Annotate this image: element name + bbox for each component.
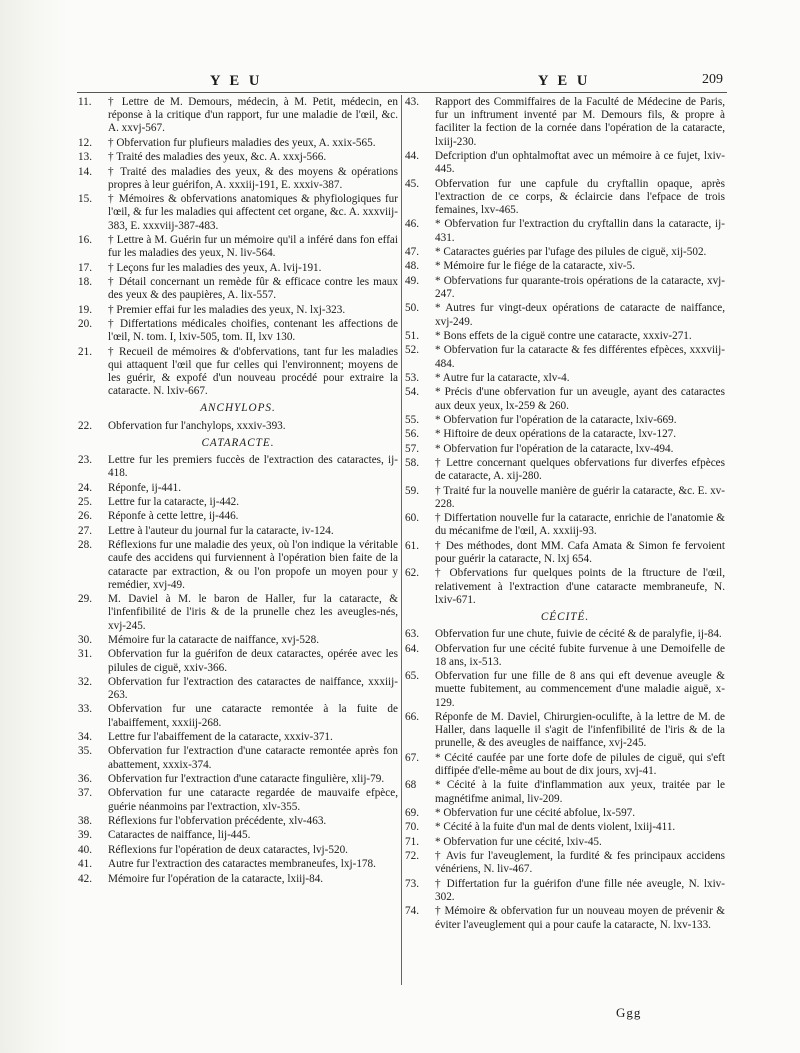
index-entry — [405, 246, 725, 259]
index-entry — [78, 829, 398, 842]
entry-text: Obfervation fur une cataracte remontée à la fuite de l'abaiffement, xxxiij-268. — [108, 703, 398, 729]
entry-text: * Autre fur la cataracte, xlv-4. — [435, 371, 570, 384]
entry-text: Obfervation fur une cataracte regardée de mauvaife efpèce, guérie néanmoins par l'extraction, xlv-355. — [108, 787, 398, 813]
entry-text: * Obfervation fur une cécité abfolue, lx-597. — [435, 807, 636, 820]
entry-number: 28. — [78, 539, 92, 552]
index-entry — [405, 457, 725, 483]
index-entry — [78, 676, 398, 702]
index-entry — [405, 628, 725, 641]
entry-text: † Differtation nouvelle fur la cataracte, enrichie de l'anatomie & du mécanifme de l'œil, A. xxxiij-93. — [435, 512, 725, 538]
entry-number: 37. — [78, 787, 92, 800]
entry-text: * Cécité caufée par une forte dofe de pilules de ciguë, qui s'eft diffipée d'elle-même au bout de dix jours, xvj-41. — [435, 751, 725, 778]
entry-number: 71. — [405, 835, 419, 848]
index-entry — [405, 670, 725, 710]
left-entries-a — [78, 96, 398, 398]
entry-number: 27. — [78, 524, 92, 537]
entry-text: Réflexions fur l'opération de deux cataractes, lvj-520. — [108, 843, 348, 856]
entry-number: 11. — [78, 96, 92, 108]
entry-number: 58. — [405, 457, 419, 470]
index-entry — [78, 873, 398, 886]
entry-number: 70. — [405, 821, 419, 834]
entry-number: 63. — [405, 628, 419, 641]
index-entry — [405, 428, 725, 441]
index-entry — [405, 344, 725, 370]
entry-text: † Avis fur l'aveuglement, la furdité & fes principaux accidens vénériens, N. liv-467. — [435, 850, 725, 876]
index-entry — [405, 485, 725, 511]
entry-number: 25. — [78, 495, 92, 508]
entry-text: Obfervation fur l'extraction d'une cataracte fingulière, xlij-79. — [108, 773, 385, 786]
entry-text: Obfervation fur une capfule du cryftallin opaque, après l'extraction de ce corps, & éclaircie dans l'efpace de trois femaines, lxv-465. — [435, 177, 725, 216]
index-entry — [78, 510, 398, 523]
entry-number: 36. — [78, 773, 92, 786]
index-entry — [78, 703, 398, 729]
entry-text: Mémoire fur la cataracte de naiffance, xvj-528. — [108, 633, 320, 646]
entry-number: 18. — [78, 275, 92, 288]
entry-text: * Cécité à la fuite d'un mal de dents violent, lxiij-411. — [435, 821, 676, 834]
entry-number: 57. — [405, 442, 419, 455]
entry-number: 17. — [78, 261, 92, 274]
entry-text: † Lettre à M. Guérin fur un mémoire qu'il a inféré dans fon effai fur les maladies des yeux, N. liv-564. — [108, 233, 398, 260]
entry-text: Réflexions fur l'obfervation précédente, xlv-463. — [108, 815, 327, 828]
index-entry — [405, 443, 725, 456]
index-entry — [405, 540, 725, 566]
entry-text: † Leçons fur les maladies des yeux, A. lvij-191. — [108, 261, 322, 274]
entry-number: 33. — [78, 703, 92, 716]
entry-text: † Mémoire & obfervation fur un nouveau moyen de prévenir & éviter l'aveuglement qui a pour caufe la cataracte, N. lxv-133. — [435, 905, 725, 931]
entry-text: Obfervation fur l'extraction d'une cataracte remontée après fon abattement, xxxix-374. — [108, 745, 398, 771]
index-entry — [405, 260, 725, 273]
index-entry — [405, 150, 725, 176]
index-entry — [78, 304, 398, 317]
left-entries-b — [78, 420, 398, 433]
entry-number: 61. — [405, 539, 419, 552]
entry-number: 59. — [405, 484, 419, 497]
index-entry — [405, 302, 725, 328]
index-entry — [405, 643, 725, 669]
index-entry — [78, 844, 398, 857]
heading-cecite: CÉCITÉ. — [540, 611, 590, 624]
index-entry — [78, 648, 398, 674]
entry-number: 12. — [78, 136, 92, 149]
entry-number: 16. — [78, 233, 92, 246]
entry-text: * Cataractes guéries par l'ufage des pilules de ciguë, xij-502. — [435, 245, 707, 258]
entry-number: 26. — [78, 510, 92, 523]
entry-text: * Obfervation fur une cécité, lxiv-45. — [435, 835, 602, 848]
header-rule — [77, 92, 727, 93]
index-entry — [405, 850, 725, 876]
entry-text: * Mémoire fur le fiége de la cataracte, xiv-5. — [435, 260, 636, 273]
entry-text: * Obfervation fur la cataracte & fes différentes efpèces, xxxviij-484. — [435, 344, 725, 370]
entry-number: 53. — [405, 371, 419, 384]
entry-number: 32. — [78, 675, 92, 688]
entry-text: † Traité fur la nouvelle manière de guérir la cataracte, &c. E. xv-228. — [435, 484, 725, 510]
entry-number: 22. — [78, 419, 92, 432]
index-entry — [405, 821, 725, 834]
left-entries-c — [78, 454, 398, 886]
index-entry — [78, 346, 398, 399]
entry-text: Obfervation fur une chute, fuivie de cécité & de paralyfie, ij-84. — [435, 628, 722, 641]
index-entry — [78, 166, 398, 192]
entry-text: * Obfervation fur l'extraction du cryftallin dans la cataracte, ij-431. — [435, 218, 725, 244]
entry-number: 73. — [405, 877, 419, 890]
index-entry — [405, 567, 725, 607]
entry-number: 41. — [78, 858, 92, 871]
entry-text: Obfervation fur une cécité fubite furvenue à une Demoifelle de 18 ans, ix-513. — [435, 642, 725, 668]
entry-text: Lettre fur l'abaiffement de la cataracte, xxxiv-371. — [108, 731, 333, 744]
entry-number: 46. — [405, 218, 419, 231]
entry-text: Mémoire fur l'opération de la cataracte, lxiij-84. — [108, 872, 324, 885]
entry-text: Lettre fur les premiers fuccès de l'extraction des cataractes, ij-418. — [108, 453, 398, 480]
entry-text: † Premier effai fur les maladies des yeux, N. lxj-323. — [108, 303, 346, 316]
entry-number: 47. — [405, 245, 419, 258]
entry-text: Autre fur l'extraction des cataractes membraneufes, lxj-178. — [108, 858, 376, 871]
index-entry — [405, 752, 725, 778]
entry-number: 35. — [78, 745, 92, 758]
index-entry — [78, 234, 398, 260]
entry-text: † Obfervations fur quelques points de la ftructure de l'œil, relativement à l'extraction d'une cataracte membraneufe, N. lxiv-671. — [435, 567, 725, 606]
right-column — [405, 96, 725, 933]
entry-number: 52. — [405, 344, 419, 357]
index-entry — [78, 193, 398, 233]
index-entry — [405, 96, 725, 149]
left-column — [78, 96, 398, 887]
running-head-right: Y E U — [538, 73, 591, 89]
entry-text: † Traité des maladies des yeux, & des moyens & opérations propres à leur guérifon, A. xxxiij-191, E. xxxiv-387. — [108, 165, 398, 191]
entry-number: 67. — [405, 751, 419, 764]
entry-number: 19. — [78, 303, 92, 316]
index-entry — [78, 634, 398, 647]
entry-number: 50. — [405, 302, 419, 315]
entry-number: 42. — [78, 872, 92, 885]
index-entry — [405, 905, 725, 931]
entry-number: 15. — [78, 193, 92, 206]
index-entry — [405, 414, 725, 427]
entry-number: 48. — [405, 260, 419, 273]
index-entry — [405, 512, 725, 538]
entry-number: 13. — [78, 151, 92, 164]
scan-edge-shadow — [0, 0, 68, 1053]
entry-text: Obfervation fur la guérifon de deux cataractes, opérée avec les pilules de ciguë, xxiv-366. — [108, 648, 398, 674]
entry-number: 20. — [78, 317, 92, 330]
entry-text: * Obfervation fur l'opération de la cataracte, lxiv-669. — [435, 413, 677, 426]
index-entry — [78, 787, 398, 813]
entry-text: † Détail concernant un remède fûr & efficace contre les maux des yeux & des paupières, A. lix-557. — [108, 275, 398, 302]
entry-number: 51. — [405, 329, 419, 342]
entry-text: † Mémoires & obfervations anatomiques & phyfiologiques fur l'œil, & fur les maladies qui affectent cet organe, &c. A. xxxviij-383, E. xxxviij-387-483. — [108, 193, 398, 232]
index-entry — [78, 420, 398, 433]
entry-text: † Differtation fur la guérifon d'une fille née aveugle, N. lxiv-302. — [435, 877, 725, 904]
index-entry — [78, 539, 398, 592]
entry-number: 54. — [405, 386, 419, 399]
index-entry — [78, 525, 398, 538]
entry-text: * Bons effets de la ciguë contre une cataracte, xxxiv-271. — [435, 329, 692, 342]
entry-number: 40. — [78, 843, 92, 856]
entry-text: Obfervation fur une fille de 8 ans qui eft devenue aveugle & muette fubitement, au commencement d'une maladie aiguë, x-129. — [435, 670, 725, 709]
index-entry — [78, 858, 398, 871]
index-entry — [78, 773, 398, 786]
entry-number: 69. — [405, 807, 419, 820]
entry-text: * Hiftoire de deux opérations de la cataracte, lxv-127. — [435, 428, 677, 441]
entry-number: 60. — [405, 512, 419, 525]
entry-text: Rapport des Commiffaires de la Faculté de Médecine de Paris, fur un inftrument inventé par M. Demours fils, & propre à faciliter la fection de la cornée dans l'opération de la cataracte, lxiij-230. — [435, 96, 725, 148]
entry-number: 24. — [78, 481, 92, 494]
index-entry — [405, 372, 725, 385]
entry-number: 45. — [405, 177, 419, 190]
index-entry — [405, 836, 725, 849]
index-entry — [78, 318, 398, 344]
entry-number: 14. — [78, 165, 92, 178]
entry-number: 38. — [78, 815, 92, 828]
entry-number: 39. — [78, 829, 92, 842]
index-entry — [78, 454, 398, 480]
index-entry — [405, 711, 725, 751]
index-entry — [78, 276, 398, 302]
entry-text: * Cécité à la fuite d'inflammation aux yeux, traitée par le magnétifme animal, liv-209. — [435, 779, 725, 805]
index-entry — [78, 496, 398, 509]
entry-text: Réponfe, ij-441. — [108, 481, 182, 494]
index-entry — [405, 779, 725, 805]
entry-number: 23. — [78, 453, 92, 466]
entry-text: M. Daviel à M. le baron de Haller, fur la cataracte, & l'infenfibilité de l'iris & de la prunelle chez les aveugles-nés, xvj-245. — [108, 593, 398, 632]
index-entry — [405, 330, 725, 343]
index-entry — [78, 482, 398, 495]
index-entry — [405, 275, 725, 301]
entry-text: Obfervation fur l'anchylops, xxxiv-393. — [108, 419, 286, 432]
entry-text: † Lettre concernant quelques obfervations fur diverfes efpèces de cataracte, A. xij-280. — [435, 457, 725, 483]
entry-text: † Lettre de M. Demours, médecin, à M. Petit, médecin, en réponse à la critique d'un rapport, fur une maladie de l'œil, &c. A. xxvj-567. — [108, 96, 398, 135]
entry-text: * Autres fur vingt-deux opérations de cataracte de naiffance, xvj-249. — [435, 302, 725, 328]
entry-number: 31. — [78, 648, 92, 661]
index-entry — [78, 262, 398, 275]
index-entry — [78, 96, 398, 136]
entry-number: 66. — [405, 711, 419, 724]
entry-text: Cataractes de naiffance, lij-445. — [108, 829, 251, 842]
index-entry — [405, 386, 725, 412]
entry-text: † Obfervation fur plufieurs maladies des yeux, A. xxix-565. — [108, 136, 376, 149]
entry-number: 44. — [405, 150, 419, 162]
index-entry — [78, 151, 398, 164]
right-entries-a — [405, 96, 725, 607]
entry-number: 65. — [405, 670, 419, 683]
index-entry — [78, 137, 398, 150]
entry-number: 55. — [405, 413, 419, 426]
index-entry — [78, 745, 398, 771]
entry-text: Obfervation fur l'extraction des cataractes de naiffance, xxxiij-263. — [108, 675, 398, 702]
entry-number: 56. — [405, 428, 419, 441]
entry-text: † Recueil de mémoires & d'obfervations, tant fur les maladies qui attaquent l'œil que fur celles qui l'environnent; moyens de les guérir, & expofé d'un nouveau procédé pour extraire la cataracte. N. lxiv-667. — [108, 345, 398, 398]
heading-anchylops: ANCHYLOPS. — [200, 402, 276, 415]
entry-text: Lettre fur la cataracte, ij-442. — [108, 495, 240, 508]
entry-text: Lettre à l'auteur du journal fur la cataracte, iv-124. — [108, 524, 334, 537]
entry-text: * Obfervation fur l'opération de la cataracte, lxv-494. — [435, 442, 674, 455]
entry-number: 43. — [405, 96, 419, 108]
column-divider — [401, 95, 402, 985]
entry-number: 62. — [405, 567, 419, 580]
index-entry — [405, 878, 725, 904]
entry-number: 72. — [405, 850, 419, 863]
entry-text: * Obfervations fur quarante-trois opérations de la cataracte, xvj-247. — [435, 274, 725, 300]
entry-number: 74. — [405, 905, 419, 918]
entry-text: Réponfe à cette lettre, ij-446. — [108, 510, 239, 523]
running-head-left: Y E U — [210, 73, 263, 89]
right-entries-b — [405, 628, 725, 932]
index-entry — [78, 593, 398, 633]
index-entry — [405, 807, 725, 820]
page-number: 209 — [702, 72, 723, 87]
entry-number: 21. — [78, 345, 92, 358]
index-entry — [78, 815, 398, 828]
entry-number: 30. — [78, 633, 92, 646]
entry-text: * Précis d'une obfervation fur un aveugle, ayant des cataractes aux deux yeux, lx-259 & 260. — [435, 386, 725, 412]
entry-number: 49. — [405, 274, 419, 287]
entry-text: † Differtations médicales choifies, contenant les affections de l'œil, N. tom. I, lxiv-505, tom. II, lxv 130. — [108, 317, 398, 344]
index-entry — [78, 731, 398, 744]
entry-text: Réflexions fur une maladie des yeux, où l'on indique la véritable caufe des accidens qui furviennent à l'opération bien faite de la cataracte par extraction, & ou l'on propofe un moyen pour y remédier, xvj-49. — [108, 539, 398, 591]
entry-text: † Des méthodes, dont MM. Cafa Amata & Simon fe fervoient pour guérir la cataracte, N. lxj 654. — [435, 539, 725, 566]
index-entry — [405, 178, 725, 218]
entry-text: Réponfe de M. Daviel, Chirurgien-oculifte, à la lettre de M. de Haller, dans laquelle il s'agit de l'infenfibilité de l'iris & de la prunelle, & des aveugles de naiffance, xvj-245. — [435, 711, 725, 750]
entry-text: Defcription d'un ophtalmoftat avec un mémoire à ce fujet, lxiv-445. — [435, 150, 725, 176]
entry-number: 64. — [405, 642, 419, 655]
entry-number: 34. — [78, 731, 92, 744]
index-entry — [405, 218, 725, 244]
signature-mark: Ggg — [616, 1005, 642, 1020]
heading-cataracte: CATARACTE. — [201, 436, 275, 449]
entry-number: 29. — [78, 593, 92, 606]
entry-text: † Traité des maladies des yeux, &c. A. xxxj-566. — [108, 151, 327, 164]
entry-number: 68 — [405, 779, 417, 792]
